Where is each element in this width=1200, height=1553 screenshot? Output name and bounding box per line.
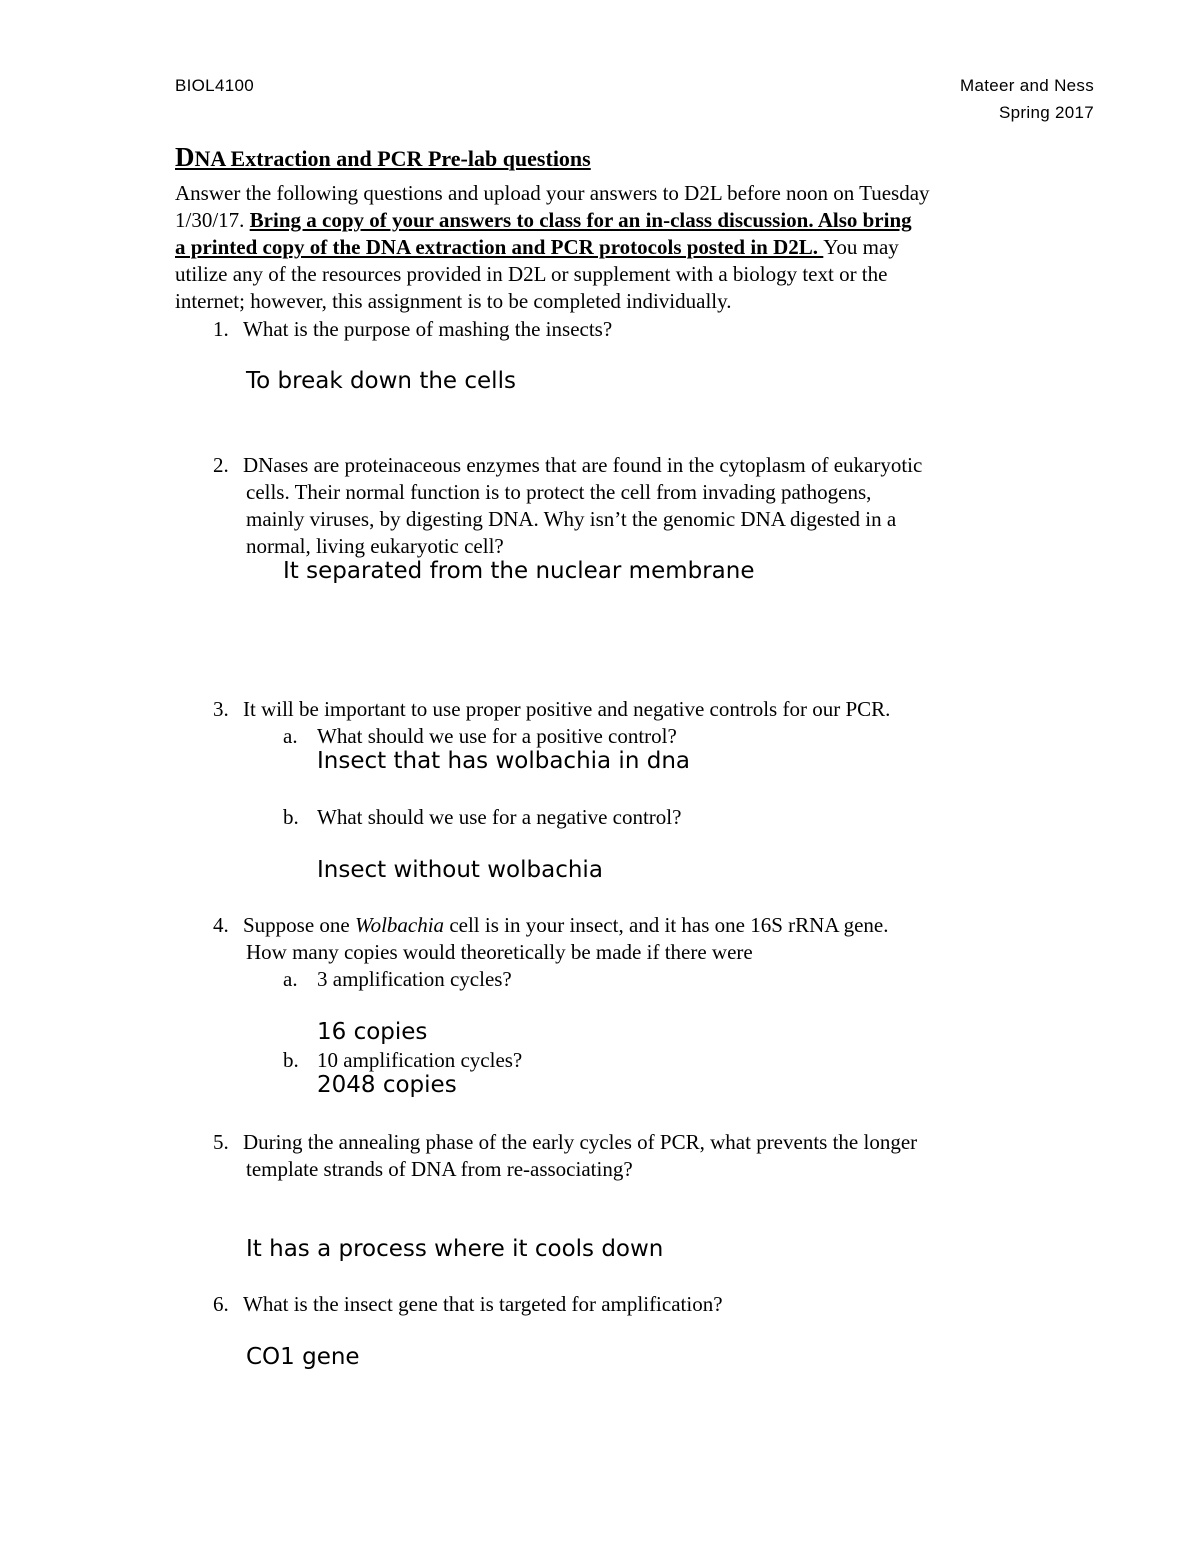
question-text-end: cell is in your insect, and it has one 16S rRNA gene. [444,913,889,937]
question-number: 5. [213,1130,229,1154]
authors: Mateer and Ness [960,76,1094,95]
subquestion-text: What should we use for a positive control? [317,724,677,748]
intro-line-1: Answer the following questions and upload your answers to D2L before noon on Tuesday [175,181,930,205]
answer-2: It separated from the nuclear membrane [283,558,755,584]
subquestion-text: What should we use for a negative control? [317,805,682,829]
question-1 [213,316,612,343]
intro-line-4: utilize any of the resources provided in D2L or supplement with a biology text or the [175,262,888,286]
subquestion-label: b. [283,805,299,829]
answer-3a: Insect that has wolbachia in dna [317,748,690,774]
question-5-line-2: template strands of DNA from re-associating? [246,1157,633,1181]
course-code: BIOL4100 [175,76,254,95]
answer-6: CO1 gene [246,1344,360,1370]
intro-line-3 [175,234,899,261]
question-3a [283,723,677,750]
question-2 [213,452,922,479]
question-2-line-2: cells. Their normal function is to protect the cell from invading pathogens, [246,480,872,504]
question-2-line-4: normal, living eukaryotic cell? [246,534,504,558]
intro-printed-copy: a printed copy of the DNA extraction and PCR protocols posted in D2L. [175,235,824,259]
answer-4a: 16 copies [317,1019,428,1045]
intro-line-2 [175,207,912,234]
question-4 [213,912,889,939]
question-6 [213,1291,723,1318]
question-text: DNases are proteinaceous enzymes that are found in the cytoplasm of eukaryotic [243,453,923,477]
intro-date: 1/30/17. [175,208,250,232]
question-3 [213,696,890,723]
subquestion-text: 3 amplification cycles? [317,967,512,991]
intro-line-5: internet; however, this assignment is to be completed individually. [175,289,732,313]
question-4b [283,1047,522,1074]
question-number: 3. [213,697,229,721]
title-rest: NA Extraction and PCR Pre-lab questions [194,146,591,171]
question-text: During the annealing phase of the early cycles of PCR, what prevents the longer [243,1130,918,1154]
question-3b [283,804,681,831]
question-text: It will be important to use proper positive and negative controls for our PCR. [243,697,891,721]
organism-name: Wolbachia [355,913,445,937]
intro-bring-copy: Bring a copy of your answers to class for an in-class discussion. Also bring [249,208,912,232]
question-2-line-3: mainly viruses, by digesting DNA. Why isn’t the genomic DNA digested in a [246,507,897,531]
question-number: 2. [213,453,229,477]
intro-you-may: You may [823,235,899,259]
question-4a [283,966,512,993]
question-number: 6. [213,1292,229,1316]
question-text-start: Suppose one [243,913,355,937]
answer-5: It has a process where it cools down [246,1236,664,1262]
subquestion-text: 10 amplification cycles? [317,1048,523,1072]
term: Spring 2017 [999,103,1094,122]
subquestion-label: a. [283,724,298,748]
subquestion-label: b. [283,1048,299,1072]
answer-3b: Insect without wolbachia [317,857,603,883]
subquestion-label: a. [283,967,298,991]
question-4-line-2: How many copies would theoretically be made if there were [246,940,753,964]
page-title [175,142,637,173]
question-number: 1. [213,317,229,341]
question-5 [213,1129,917,1156]
answer-4b: 2048 copies [317,1072,457,1098]
question-text: What is the insect gene that is targeted for amplification? [243,1292,723,1316]
question-text: What is the purpose of mashing the insects? [243,317,613,341]
answer-1: To break down the cells [246,368,516,394]
question-number: 4. [213,913,229,937]
title-first-letter: D [175,142,195,172]
